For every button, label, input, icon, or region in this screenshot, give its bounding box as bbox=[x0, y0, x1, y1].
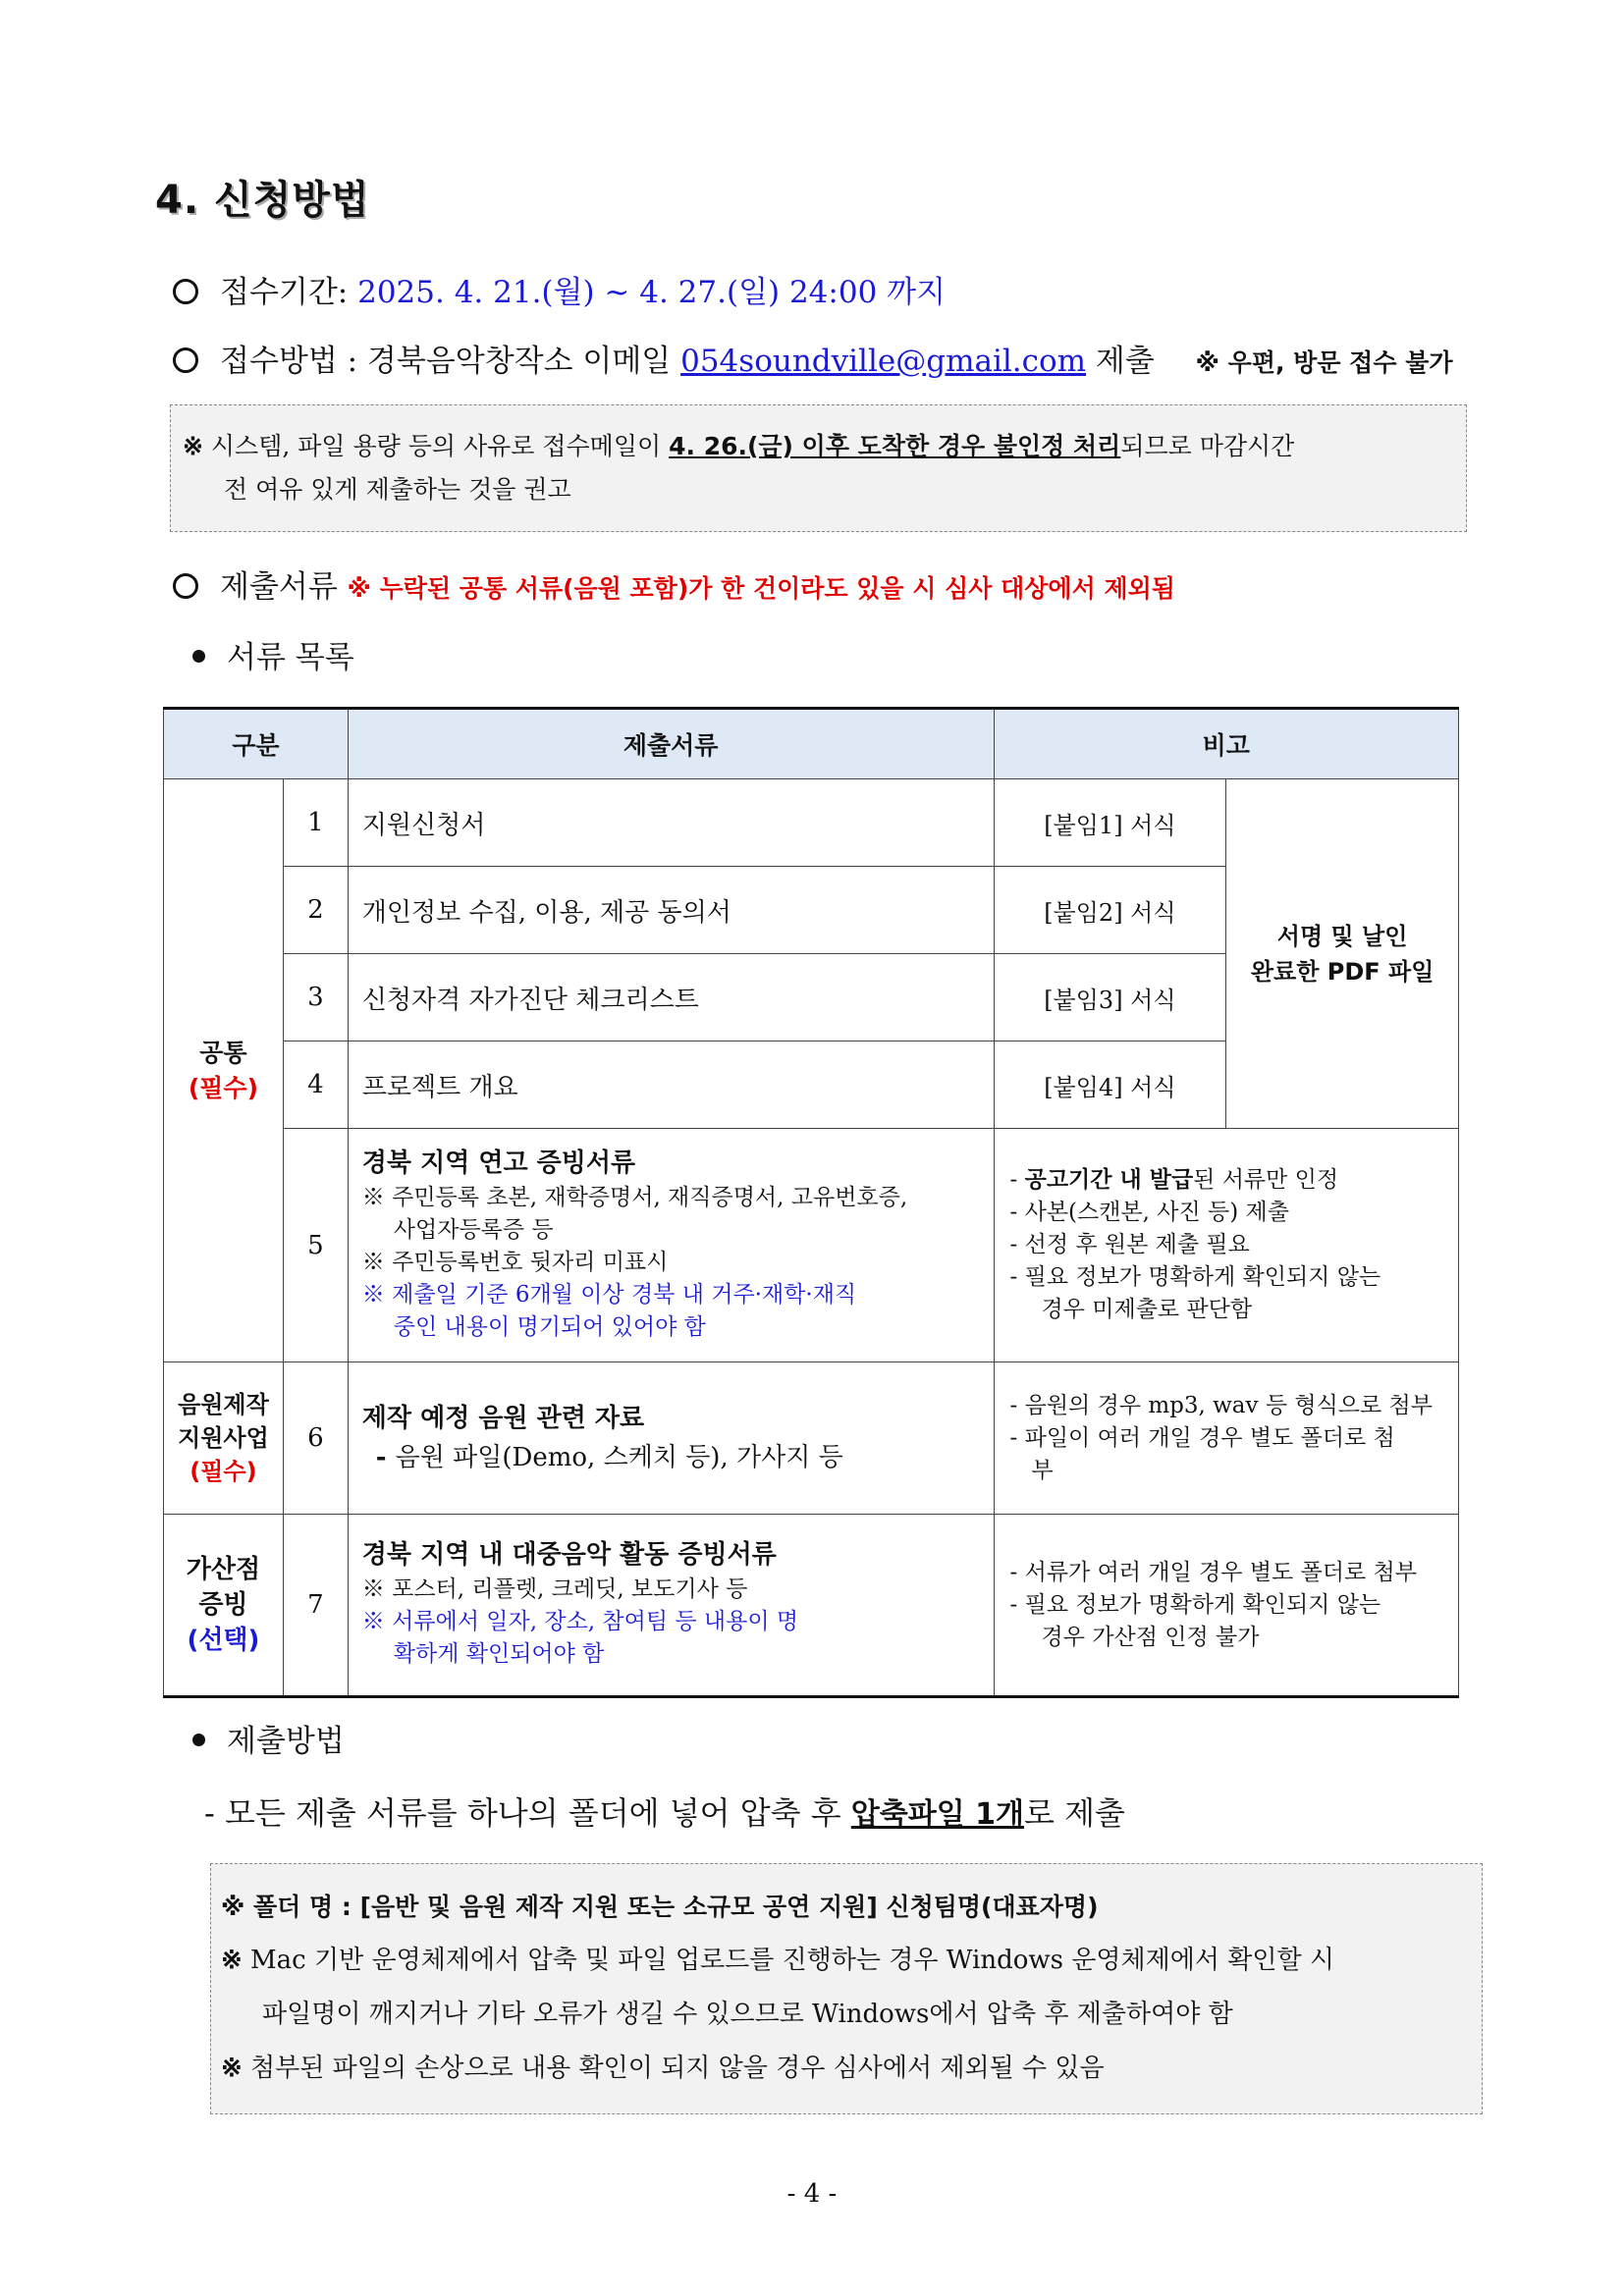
category-common-required: (필수) bbox=[188, 1073, 259, 1102]
remarks-detail bbox=[994, 1129, 1458, 1362]
row-number: 1 bbox=[283, 779, 348, 867]
detail-dash: - bbox=[375, 1443, 396, 1472]
header-documents: 제출서류 bbox=[348, 709, 994, 779]
sign-note bbox=[1226, 779, 1459, 1129]
method-line bbox=[173, 336, 1453, 380]
remark-line bbox=[1010, 1164, 1446, 1197]
detail-line: ※ 포스터, 리플렛, 크레딧, 보도기사 등 bbox=[361, 1576, 748, 1602]
circle-bullet-icon bbox=[173, 279, 198, 304]
remark-text: 된 서류만 인정 bbox=[1193, 1167, 1339, 1193]
method-suffix: 제출 bbox=[1086, 344, 1155, 379]
row-number: 5 bbox=[283, 1129, 348, 1362]
remark-line: - 서류가 여러 개일 경우 별도 폴더로 첨부 bbox=[1009, 1559, 1417, 1585]
damage-text: 첨부된 파일의 손상으로 내용 확인이 되지 않을 경우 심사에서 제외될 수 있음 bbox=[242, 2054, 1105, 2083]
category-line: 가산점 bbox=[186, 1555, 261, 1584]
remark-line: 경우 가산점 인정 불가 bbox=[1041, 1624, 1260, 1650]
page-number: - 4 - bbox=[786, 2179, 838, 2209]
document-detail bbox=[348, 1515, 994, 1697]
row-number: 2 bbox=[283, 867, 348, 954]
note-mark: ※ bbox=[183, 432, 203, 460]
period-value: 2025. 4. 21.(월) ~ 4. 27.(일) 24:00 까지 bbox=[357, 275, 947, 310]
category-production bbox=[164, 1362, 284, 1515]
remarks-detail bbox=[994, 1362, 1458, 1515]
detail-text: 음원 파일(Demo, 스케치 등), 가사지 등 bbox=[395, 1443, 843, 1472]
header-category: 구분 bbox=[164, 709, 349, 779]
note-mark: ※ bbox=[221, 1893, 245, 1921]
document-title: 제작 예정 음원 관련 자료 bbox=[361, 1404, 645, 1433]
remarks-detail bbox=[994, 1515, 1458, 1697]
category-common-label: 공통 bbox=[199, 1038, 247, 1067]
mac-text-1: Mac 기반 운영체제에서 압축 및 파일 업로드를 진행하는 경우 Windows 운영체제에서 확인할 시 bbox=[242, 1946, 1334, 1975]
document-name: 신청자격 자가진단 체크리스트 bbox=[348, 954, 994, 1041]
folder-name-text: 폴더 명 : [음반 및 음원 제작 지원 또는 소규모 공연 지원] 신청팀명(대표자명) bbox=[244, 1893, 1099, 1921]
method-label: 접수방법 : 경북음악창작소 이메일 bbox=[220, 344, 681, 379]
category-required: (필수) bbox=[189, 1458, 257, 1485]
row-number: 3 bbox=[283, 954, 348, 1041]
document-title: 경북 지역 내 대중음악 활동 증빙서류 bbox=[361, 1540, 777, 1570]
document-name: 개인정보 수집, 이용, 제공 동의서 bbox=[348, 867, 994, 954]
notice1-text-d: 전 여유 있게 제출하는 것을 권고 bbox=[224, 475, 571, 504]
docs-list-line bbox=[192, 632, 354, 676]
category-optional: (선택) bbox=[187, 1626, 260, 1655]
table-row bbox=[164, 1129, 1459, 1362]
remark-line: - 파일이 여러 개일 경우 별도 폴더로 첨 bbox=[1009, 1424, 1395, 1451]
period-label: 접수기간: bbox=[220, 275, 358, 310]
remark-line: - 필요 정보가 명확하게 확인되지 않는 bbox=[1009, 1591, 1381, 1618]
detail-line: 중인 내용이 명기되어 있어야 함 bbox=[393, 1313, 706, 1340]
detail-line bbox=[362, 1439, 982, 1476]
form-reference: [붙임2] 서식 bbox=[994, 867, 1226, 954]
remark-emphasis: 공고기간 내 발급 bbox=[1024, 1167, 1194, 1193]
section-title: 4. 신청방법 bbox=[155, 178, 370, 223]
submit-text-a: - 모든 제출 서류를 하나의 폴더에 넣어 압축 후 bbox=[204, 1794, 851, 1832]
table-row bbox=[164, 1362, 1459, 1515]
table-row bbox=[164, 1515, 1459, 1697]
form-reference: [붙임4] 서식 bbox=[994, 1041, 1226, 1129]
sign-note-line1: 서명 및 날인 bbox=[1276, 922, 1408, 950]
detail-line: ※ 주민등록 초본, 재학증명서, 재직증명서, 고유번호증, bbox=[361, 1184, 908, 1210]
detail-line: 사업자등록증 등 bbox=[393, 1216, 554, 1243]
header-remarks: 비고 bbox=[994, 709, 1458, 779]
damage-line bbox=[221, 2042, 1472, 2096]
period-line bbox=[173, 267, 946, 311]
document-detail bbox=[348, 1129, 994, 1362]
remark-line: - 음원의 경우 mp3, wav 등 형식으로 첨부 bbox=[1009, 1392, 1433, 1418]
notice1-deadline: 4. 26.(금) 이후 도착한 경우 불인정 처리 bbox=[669, 432, 1121, 460]
detail-line: 확하게 확인되어야 함 bbox=[393, 1641, 605, 1667]
note-mark: ※ bbox=[221, 1946, 243, 1975]
folder-notice-box bbox=[210, 1863, 1483, 2114]
submit-label-line bbox=[192, 1716, 345, 1760]
detail-line: ※ 주민등록번호 뒷자리 미표시 bbox=[361, 1249, 669, 1275]
notice1-text-c: 되므로 마감시간 bbox=[1120, 432, 1295, 460]
dot-bullet-icon bbox=[192, 1734, 205, 1746]
submit-emphasis: 압축파일 1개 bbox=[850, 1797, 1024, 1832]
form-reference: [붙임1] 서식 bbox=[994, 779, 1226, 867]
docs-warning: ※ 누락된 공통 서류(음원 포함)가 한 건이라도 있을 시 심사 대상에서 제외됨 bbox=[347, 574, 1175, 603]
remark-line: 경우 미제출로 판단함 bbox=[1041, 1297, 1253, 1322]
detail-line: ※ 서류에서 일자, 장소, 참여팀 등 내용이 명 bbox=[361, 1609, 799, 1634]
docs-label: 제출서류 bbox=[220, 569, 348, 605]
docs-line bbox=[173, 561, 1175, 606]
circle-bullet-icon bbox=[173, 573, 198, 599]
category-common bbox=[164, 779, 284, 1362]
category-bonus bbox=[164, 1515, 284, 1697]
deadline-notice-box bbox=[170, 404, 1467, 532]
category-line: 증빙 bbox=[198, 1590, 248, 1620]
mac-text-2: 파일명이 깨지거나 기타 오류가 생길 수 있으므로 Windows에서 압축 후 제출하여야 함 bbox=[262, 2000, 1233, 2029]
docs-list-label: 서류 목록 bbox=[227, 640, 354, 675]
submit-line bbox=[204, 1789, 1125, 1834]
document-title: 경북 지역 연고 증빙서류 bbox=[361, 1148, 636, 1178]
folder-name-line bbox=[221, 1880, 1472, 1934]
detail-line: ※ 제출일 기준 6개월 이상 경북 내 거주·재학·재직 bbox=[361, 1281, 857, 1308]
remark-line: - 선정 후 원본 제출 필요 bbox=[1009, 1232, 1250, 1257]
document-detail bbox=[348, 1362, 994, 1515]
dot-bullet-icon bbox=[192, 650, 205, 663]
method-note: ※ 우편, 방문 접수 불가 bbox=[1195, 348, 1453, 377]
sign-note-line2: 완료한 PDF 파일 bbox=[1250, 957, 1435, 986]
submit-text-c: 로 제출 bbox=[1024, 1794, 1125, 1832]
category-line: 음원제작 bbox=[178, 1391, 269, 1418]
remark-dash: - bbox=[1009, 1167, 1025, 1193]
row-number: 4 bbox=[283, 1041, 348, 1129]
remark-line: - 사본(스캔본, 사진 등) 제출 bbox=[1009, 1200, 1289, 1225]
row-number: 6 bbox=[283, 1362, 348, 1515]
documents-table bbox=[163, 707, 1459, 1698]
notice1-text-a: 시스템, 파일 용량 등의 사유로 접수메일이 bbox=[202, 432, 670, 460]
table-row bbox=[164, 779, 1459, 867]
note-mark: ※ bbox=[221, 2054, 243, 2083]
remark-line: 부 bbox=[1031, 1457, 1054, 1483]
mac-line bbox=[221, 1934, 1472, 1988]
email-link[interactable]: 054soundville@gmail.com bbox=[680, 344, 1087, 379]
submit-label: 제출방법 bbox=[227, 1724, 345, 1759]
document-name: 지원신청서 bbox=[348, 779, 994, 867]
category-line: 지원사업 bbox=[178, 1424, 269, 1452]
form-reference: [붙임3] 서식 bbox=[994, 954, 1226, 1041]
document-name: 프로젝트 개요 bbox=[348, 1041, 994, 1129]
remark-line: - 필요 정보가 명확하게 확인되지 않는 bbox=[1009, 1264, 1381, 1290]
circle-bullet-icon bbox=[173, 347, 198, 373]
row-number: 7 bbox=[283, 1515, 348, 1697]
